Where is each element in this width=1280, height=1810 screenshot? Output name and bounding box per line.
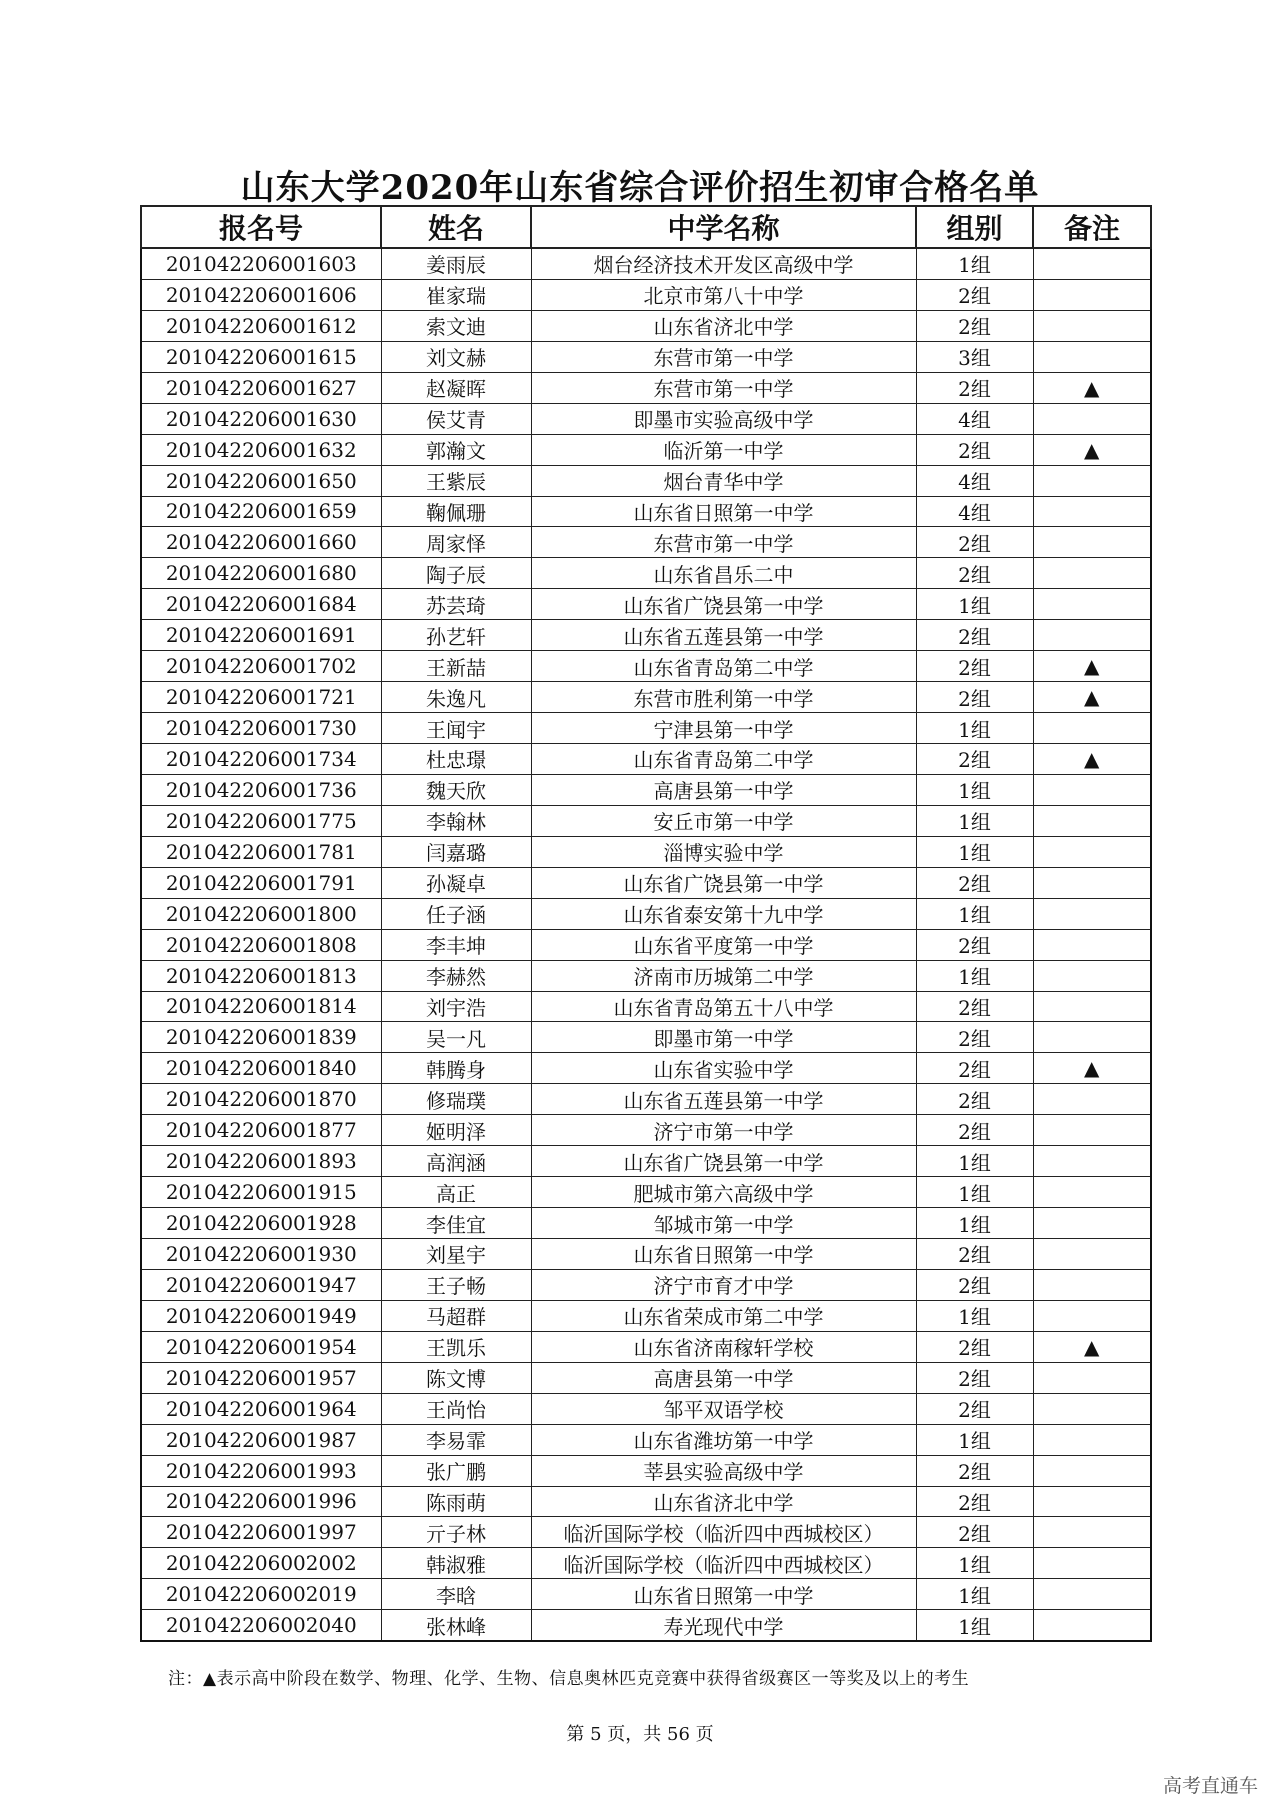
school-cell: 山东省实验中学 xyxy=(531,1053,916,1084)
table-row xyxy=(141,651,1151,682)
group-cell: 2组 xyxy=(916,1084,1033,1115)
table-row xyxy=(141,1610,1151,1641)
registration-number-cell: 201042206001947 xyxy=(141,1269,381,1300)
remark-cell: ▲ xyxy=(1033,1053,1151,1084)
remark-cell xyxy=(1033,1548,1151,1579)
registration-number-cell: 201042206001775 xyxy=(141,805,381,836)
group-cell: 4组 xyxy=(916,403,1033,434)
group-cell: 1组 xyxy=(916,248,1033,279)
name-cell: 崔家瑞 xyxy=(381,279,531,310)
remark-cell xyxy=(1033,713,1151,744)
school-cell: 山东省日照第一中学 xyxy=(531,1579,916,1610)
group-cell: 2组 xyxy=(916,1393,1033,1424)
name-cell: 朱逸凡 xyxy=(381,682,531,713)
registration-number-cell: 201042206001987 xyxy=(141,1424,381,1455)
remark-cell xyxy=(1033,929,1151,960)
school-cell: 东营市第一中学 xyxy=(531,341,916,372)
school-cell: 烟台经济技术开发区高级中学 xyxy=(531,248,916,279)
group-cell: 2组 xyxy=(916,1239,1033,1270)
registration-number-cell: 201042206001949 xyxy=(141,1300,381,1331)
remark-cell xyxy=(1033,1579,1151,1610)
registration-number-cell: 201042206001877 xyxy=(141,1115,381,1146)
group-cell: 1组 xyxy=(916,1146,1033,1177)
remark-cell xyxy=(1033,1486,1151,1517)
group-cell: 2组 xyxy=(916,1053,1033,1084)
registration-number-cell: 201042206001632 xyxy=(141,434,381,465)
group-cell: 2组 xyxy=(916,310,1033,341)
remark-cell xyxy=(1033,1300,1151,1331)
group-cell: 2组 xyxy=(916,867,1033,898)
group-cell: 2组 xyxy=(916,527,1033,558)
name-cell: 韩淑雅 xyxy=(381,1548,531,1579)
remark-cell xyxy=(1033,867,1151,898)
remark-cell xyxy=(1033,1362,1151,1393)
registration-number-cell: 201042206001730 xyxy=(141,713,381,744)
school-cell: 山东省五莲县第一中学 xyxy=(531,1084,916,1115)
registration-number-cell: 201042206002040 xyxy=(141,1610,381,1641)
table-header-row xyxy=(141,206,1151,248)
group-cell: 2组 xyxy=(916,682,1033,713)
registration-number-cell: 201042206001615 xyxy=(141,341,381,372)
name-cell: 陈雨萌 xyxy=(381,1486,531,1517)
registration-number-cell: 201042206001736 xyxy=(141,774,381,805)
group-cell: 2组 xyxy=(916,1455,1033,1486)
group-cell: 1组 xyxy=(916,1424,1033,1455)
table-row xyxy=(141,744,1151,775)
table-row xyxy=(141,1177,1151,1208)
group-cell: 2组 xyxy=(916,620,1033,651)
registration-number-cell: 201042206001702 xyxy=(141,651,381,682)
school-cell: 宁津县第一中学 xyxy=(531,713,916,744)
name-cell: 王新喆 xyxy=(381,651,531,682)
table-row xyxy=(141,898,1151,929)
table-row xyxy=(141,279,1151,310)
registration-number-cell: 201042206001928 xyxy=(141,1208,381,1239)
table-row xyxy=(141,1362,1151,1393)
group-cell: 2组 xyxy=(916,1269,1033,1300)
table-row xyxy=(141,403,1151,434)
table-row xyxy=(141,372,1151,403)
name-cell: 李晗 xyxy=(381,1579,531,1610)
remark-cell xyxy=(1033,1115,1151,1146)
table-row xyxy=(141,960,1151,991)
name-cell: 郭瀚文 xyxy=(381,434,531,465)
group-cell: 4组 xyxy=(916,465,1033,496)
school-cell: 邹城市第一中学 xyxy=(531,1208,916,1239)
name-cell: 侯艾青 xyxy=(381,403,531,434)
remark-cell xyxy=(1033,558,1151,589)
school-cell: 济宁市第一中学 xyxy=(531,1115,916,1146)
school-cell: 肥城市第六高级中学 xyxy=(531,1177,916,1208)
remark-cell xyxy=(1033,496,1151,527)
group-cell: 2组 xyxy=(916,434,1033,465)
group-cell: 2组 xyxy=(916,651,1033,682)
remark-cell xyxy=(1033,1239,1151,1270)
name-cell: 李易霏 xyxy=(381,1424,531,1455)
header-remarks: 备注 xyxy=(1033,206,1151,248)
name-cell: 高润涵 xyxy=(381,1146,531,1177)
table-row xyxy=(141,867,1151,898)
table-row xyxy=(141,1115,1151,1146)
name-cell: 孙艺轩 xyxy=(381,620,531,651)
table-row xyxy=(141,1455,1151,1486)
school-cell: 寿光现代中学 xyxy=(531,1610,916,1641)
name-cell: 王紫辰 xyxy=(381,465,531,496)
registration-number-cell: 201042206001954 xyxy=(141,1331,381,1362)
school-cell: 山东省昌乐二中 xyxy=(531,558,916,589)
table-row xyxy=(141,1146,1151,1177)
school-cell: 山东省济南稼轩学校 xyxy=(531,1331,916,1362)
remark-cell xyxy=(1033,248,1151,279)
header-name: 姓名 xyxy=(381,206,531,248)
school-cell: 临沂国际学校（临沂四中西城校区） xyxy=(531,1548,916,1579)
table-row xyxy=(141,496,1151,527)
school-cell: 东营市胜利第一中学 xyxy=(531,682,916,713)
registration-number-cell: 201042206001814 xyxy=(141,991,381,1022)
remark-cell: ▲ xyxy=(1033,651,1151,682)
group-cell: 2组 xyxy=(916,1517,1033,1548)
name-cell: 姜雨辰 xyxy=(381,248,531,279)
remark-cell xyxy=(1033,527,1151,558)
remark-cell: ▲ xyxy=(1033,1331,1151,1362)
table-row xyxy=(141,1517,1151,1548)
table-row xyxy=(141,1424,1151,1455)
registration-number-cell: 201042206001691 xyxy=(141,620,381,651)
table-row xyxy=(141,1331,1151,1362)
table-row xyxy=(141,527,1151,558)
name-cell: 李丰坤 xyxy=(381,929,531,960)
registration-number-cell: 201042206001997 xyxy=(141,1517,381,1548)
remark-cell xyxy=(1033,589,1151,620)
table-body xyxy=(141,248,1151,1641)
name-cell: 王尚怡 xyxy=(381,1393,531,1424)
table-row xyxy=(141,341,1151,372)
remark-cell xyxy=(1033,1146,1151,1177)
school-cell: 山东省平度第一中学 xyxy=(531,929,916,960)
header-registration-number: 报名号 xyxy=(141,206,381,248)
remark-cell: ▲ xyxy=(1033,434,1151,465)
school-cell: 即墨市第一中学 xyxy=(531,1022,916,1053)
registration-number-cell: 201042206001930 xyxy=(141,1239,381,1270)
remark-cell xyxy=(1033,620,1151,651)
page-title: 山东大学2020年山东省综合评价招生初审合格名单 xyxy=(240,168,1040,208)
table-row xyxy=(141,1579,1151,1610)
name-cell: 闫嘉璐 xyxy=(381,836,531,867)
remark-cell xyxy=(1033,991,1151,1022)
group-cell: 2组 xyxy=(916,372,1033,403)
remark-cell xyxy=(1033,1022,1151,1053)
remark-cell xyxy=(1033,403,1151,434)
table-row xyxy=(141,836,1151,867)
name-cell: 张林峰 xyxy=(381,1610,531,1641)
remark-cell xyxy=(1033,898,1151,929)
group-cell: 1组 xyxy=(916,589,1033,620)
table-row xyxy=(141,1269,1151,1300)
page-number: 第 5 页，共 56 页 xyxy=(566,1724,714,1745)
school-cell: 临沂第一中学 xyxy=(531,434,916,465)
remark-cell xyxy=(1033,1084,1151,1115)
remark-cell xyxy=(1033,1610,1151,1641)
school-cell: 山东省青岛第五十八中学 xyxy=(531,991,916,1022)
table-row xyxy=(141,434,1151,465)
table-row xyxy=(141,1300,1151,1331)
registration-number-cell: 201042206001893 xyxy=(141,1146,381,1177)
registration-number-cell: 201042206001660 xyxy=(141,527,381,558)
group-cell: 2组 xyxy=(916,991,1033,1022)
name-cell: 陶子辰 xyxy=(381,558,531,589)
registration-number-cell: 201042206001650 xyxy=(141,465,381,496)
remark-cell: ▲ xyxy=(1033,744,1151,775)
registration-number-cell: 201042206001781 xyxy=(141,836,381,867)
group-cell: 1组 xyxy=(916,1208,1033,1239)
group-cell: 1组 xyxy=(916,1300,1033,1331)
remark-cell: ▲ xyxy=(1033,682,1151,713)
name-cell: 索文迪 xyxy=(381,310,531,341)
group-cell: 1组 xyxy=(916,805,1033,836)
name-cell: 苏芸琦 xyxy=(381,589,531,620)
group-cell: 2组 xyxy=(916,1331,1033,1362)
name-cell: 李赫然 xyxy=(381,960,531,991)
name-cell: 张广鹏 xyxy=(381,1455,531,1486)
registration-number-cell: 201042206002002 xyxy=(141,1548,381,1579)
registration-number-cell: 201042206001734 xyxy=(141,744,381,775)
name-cell: 韩腾身 xyxy=(381,1053,531,1084)
group-cell: 2组 xyxy=(916,1362,1033,1393)
table-row xyxy=(141,774,1151,805)
name-cell: 亓子林 xyxy=(381,1517,531,1548)
table-row xyxy=(141,1548,1151,1579)
registration-number-cell: 201042206001993 xyxy=(141,1455,381,1486)
group-cell: 1组 xyxy=(916,713,1033,744)
group-cell: 1组 xyxy=(916,898,1033,929)
watermark: 高考直通车 xyxy=(1162,1775,1258,1797)
school-cell: 即墨市实验高级中学 xyxy=(531,403,916,434)
school-cell: 山东省荣成市第二中学 xyxy=(531,1300,916,1331)
remark-cell xyxy=(1033,960,1151,991)
registration-number-cell: 201042206001915 xyxy=(141,1177,381,1208)
registration-number-cell: 201042206001603 xyxy=(141,248,381,279)
remark-cell xyxy=(1033,465,1151,496)
table-row xyxy=(141,929,1151,960)
registration-number-cell: 201042206001957 xyxy=(141,1362,381,1393)
group-cell: 2组 xyxy=(916,1022,1033,1053)
remark-cell xyxy=(1033,1208,1151,1239)
group-cell: 1组 xyxy=(916,836,1033,867)
name-cell: 任子涵 xyxy=(381,898,531,929)
name-cell: 王闻宇 xyxy=(381,713,531,744)
name-cell: 王子畅 xyxy=(381,1269,531,1300)
registration-number-cell: 201042206001996 xyxy=(141,1486,381,1517)
footnote: 注：▲表示高中阶段在数学、物理、化学、生物、信息奥林匹克竞赛中获得省级赛区一等奖及以上的考生 xyxy=(168,1669,970,1689)
table-row xyxy=(141,1022,1151,1053)
registration-number-cell: 201042206001627 xyxy=(141,372,381,403)
table-row xyxy=(141,1084,1151,1115)
name-cell: 高正 xyxy=(381,1177,531,1208)
name-cell: 赵凝晖 xyxy=(381,372,531,403)
group-cell: 4组 xyxy=(916,496,1033,527)
school-cell: 山东省泰安第十九中学 xyxy=(531,898,916,929)
remark-cell xyxy=(1033,341,1151,372)
name-cell: 李佳宜 xyxy=(381,1208,531,1239)
name-cell: 王凯乐 xyxy=(381,1331,531,1362)
school-cell: 济南市历城第二中学 xyxy=(531,960,916,991)
remark-cell xyxy=(1033,279,1151,310)
registration-number-cell: 201042206001684 xyxy=(141,589,381,620)
school-cell: 山东省广饶县第一中学 xyxy=(531,1146,916,1177)
table-row xyxy=(141,1239,1151,1270)
qualified-list-table xyxy=(140,205,1152,1642)
name-cell: 修瑞璞 xyxy=(381,1084,531,1115)
school-cell: 高唐县第一中学 xyxy=(531,1362,916,1393)
remark-cell xyxy=(1033,774,1151,805)
school-cell: 烟台青华中学 xyxy=(531,465,916,496)
school-cell: 山东省日照第一中学 xyxy=(531,1239,916,1270)
group-cell: 2组 xyxy=(916,929,1033,960)
name-cell: 魏天欣 xyxy=(381,774,531,805)
table-row xyxy=(141,1486,1151,1517)
remark-cell xyxy=(1033,310,1151,341)
school-cell: 东营市第一中学 xyxy=(531,527,916,558)
table-row xyxy=(141,1393,1151,1424)
name-cell: 刘宇浩 xyxy=(381,991,531,1022)
name-cell: 陈文博 xyxy=(381,1362,531,1393)
table-row xyxy=(141,713,1151,744)
group-cell: 2组 xyxy=(916,1486,1033,1517)
group-cell: 2组 xyxy=(916,279,1033,310)
remark-cell xyxy=(1033,836,1151,867)
name-cell: 李翰林 xyxy=(381,805,531,836)
remark-cell xyxy=(1033,805,1151,836)
name-cell: 吴一凡 xyxy=(381,1022,531,1053)
group-cell: 2组 xyxy=(916,558,1033,589)
registration-number-cell: 201042206001721 xyxy=(141,682,381,713)
school-cell: 淄博实验中学 xyxy=(531,836,916,867)
table-row xyxy=(141,465,1151,496)
group-cell: 1组 xyxy=(916,1177,1033,1208)
registration-number-cell: 201042206001964 xyxy=(141,1393,381,1424)
table-row xyxy=(141,991,1151,1022)
school-cell: 北京市第八十中学 xyxy=(531,279,916,310)
table-row xyxy=(141,558,1151,589)
remark-cell xyxy=(1033,1269,1151,1300)
table-row xyxy=(141,310,1151,341)
name-cell: 马超群 xyxy=(381,1300,531,1331)
remark-cell xyxy=(1033,1424,1151,1455)
group-cell: 1组 xyxy=(916,774,1033,805)
table-row xyxy=(141,1053,1151,1084)
school-cell: 山东省潍坊第一中学 xyxy=(531,1424,916,1455)
name-cell: 周家怿 xyxy=(381,527,531,558)
school-cell: 山东省济北中学 xyxy=(531,310,916,341)
table-row xyxy=(141,1208,1151,1239)
school-cell: 安丘市第一中学 xyxy=(531,805,916,836)
group-cell: 1组 xyxy=(916,1548,1033,1579)
name-cell: 刘星宇 xyxy=(381,1239,531,1270)
remark-cell xyxy=(1033,1393,1151,1424)
name-cell: 孙凝卓 xyxy=(381,867,531,898)
name-cell: 姬明泽 xyxy=(381,1115,531,1146)
table-row xyxy=(141,589,1151,620)
name-cell: 杜忠璟 xyxy=(381,744,531,775)
table-row xyxy=(141,682,1151,713)
group-cell: 1组 xyxy=(916,1579,1033,1610)
group-cell: 1组 xyxy=(916,960,1033,991)
table-row xyxy=(141,805,1151,836)
header-group: 组别 xyxy=(916,206,1033,248)
registration-number-cell: 201042206001612 xyxy=(141,310,381,341)
registration-number-cell: 201042206002019 xyxy=(141,1579,381,1610)
table-row xyxy=(141,620,1151,651)
registration-number-cell: 201042206001791 xyxy=(141,867,381,898)
registration-number-cell: 201042206001813 xyxy=(141,960,381,991)
remark-cell xyxy=(1033,1177,1151,1208)
registration-number-cell: 201042206001680 xyxy=(141,558,381,589)
group-cell: 2组 xyxy=(916,1115,1033,1146)
remark-cell xyxy=(1033,1517,1151,1548)
school-cell: 济宁市育才中学 xyxy=(531,1269,916,1300)
registration-number-cell: 201042206001870 xyxy=(141,1084,381,1115)
table-row xyxy=(141,248,1151,279)
registration-number-cell: 201042206001606 xyxy=(141,279,381,310)
group-cell: 3组 xyxy=(916,341,1033,372)
group-cell: 1组 xyxy=(916,1610,1033,1641)
group-cell: 2组 xyxy=(916,744,1033,775)
registration-number-cell: 201042206001839 xyxy=(141,1022,381,1053)
school-cell: 山东省济北中学 xyxy=(531,1486,916,1517)
school-cell: 山东省青岛第二中学 xyxy=(531,651,916,682)
name-cell: 刘文赫 xyxy=(381,341,531,372)
school-cell: 山东省五莲县第一中学 xyxy=(531,620,916,651)
school-cell: 山东省日照第一中学 xyxy=(531,496,916,527)
registration-number-cell: 201042206001630 xyxy=(141,403,381,434)
school-cell: 莘县实验高级中学 xyxy=(531,1455,916,1486)
remark-cell xyxy=(1033,1455,1151,1486)
school-cell: 山东省青岛第二中学 xyxy=(531,744,916,775)
registration-number-cell: 201042206001840 xyxy=(141,1053,381,1084)
name-cell: 鞠佩珊 xyxy=(381,496,531,527)
school-cell: 邹平双语学校 xyxy=(531,1393,916,1424)
registration-number-cell: 201042206001808 xyxy=(141,929,381,960)
registration-number-cell: 201042206001800 xyxy=(141,898,381,929)
school-cell: 山东省广饶县第一中学 xyxy=(531,867,916,898)
remark-cell: ▲ xyxy=(1033,372,1151,403)
header-school-name: 中学名称 xyxy=(531,206,916,248)
school-cell: 临沂国际学校（临沂四中西城校区） xyxy=(531,1517,916,1548)
school-cell: 东营市第一中学 xyxy=(531,372,916,403)
school-cell: 高唐县第一中学 xyxy=(531,774,916,805)
school-cell: 山东省广饶县第一中学 xyxy=(531,589,916,620)
registration-number-cell: 201042206001659 xyxy=(141,496,381,527)
